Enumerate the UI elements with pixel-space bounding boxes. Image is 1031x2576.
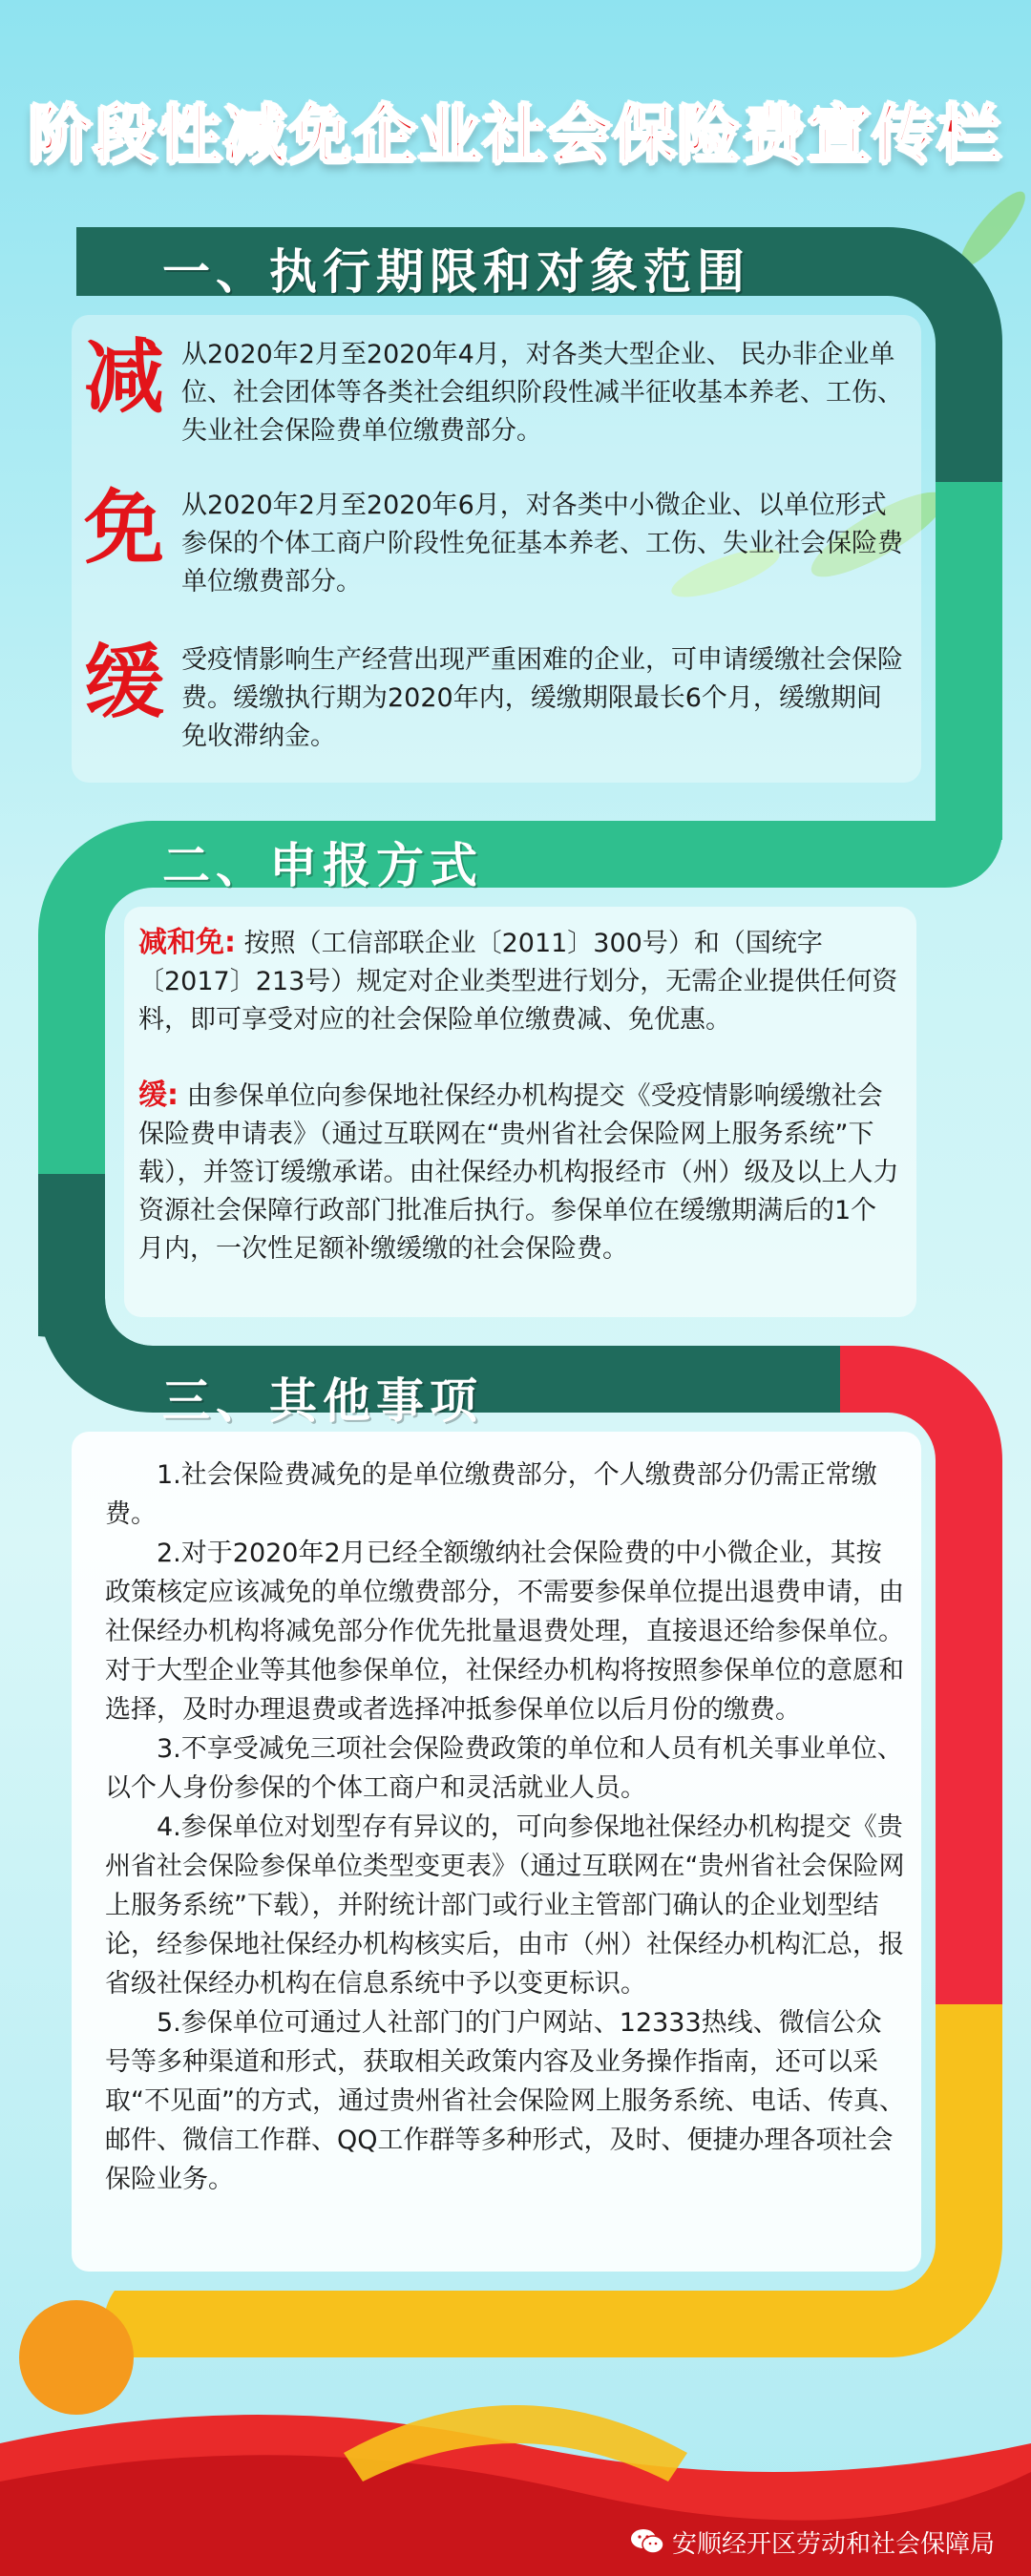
reduce-char: 减 (84, 329, 165, 424)
section2-heading: 二、申报方式 (162, 837, 483, 893)
defer-label: 缓: (138, 1079, 179, 1112)
defer-method (138, 1077, 902, 1268)
section3-heading: 三、其他事项 (162, 1372, 483, 1429)
section1-heading: 一、执行期限和对象范围 (162, 243, 750, 300)
exempt-char: 免 (84, 480, 165, 575)
defer-method-text: 由参保单位向参保地社保经办机构提交《受疫情影响缓缴社会保险费申请表》（通过互联网在“贵州省社会保险网上服务系统”下载），并签订缓缴承诺。由社保经办机构报经市（州）级及以上人力资源社会保障行政部门批准后执行。参保单位在缓缴期满后的1个月内，一次性足额补缴缓缴的社会保险费。 (138, 1081, 899, 1264)
defer-char: 缓 (84, 635, 165, 729)
reduce-exempt-label: 减和免: (138, 926, 236, 959)
footer-text: 安顺经开区劳动和社会保障局 (671, 2530, 995, 2559)
list-item: 3.不享受减免三项社会保险费政策的单位和人员有机关事业单位、以个人身份参保的个体工商户和灵活就业人员。 (105, 1734, 903, 1803)
exempt-text: 从2020年2月至2020年6月，对各类中小微企业、以单位形式参保的个体工商户阶段性免征基本养老、工伤、失业社会保险费单位缴费部分。 (181, 491, 903, 597)
list-item: 5.参保单位可通过人社部门的门户网站、12333热线、微信公众号等多种渠道和形式，获取相关政策内容及业务操作指南，还可以采取“不见面”的方式，通过贵州省社会保险网上服务系统、电话、传真、邮件、微信工作群、QQ工作群等多种形式，及时、便捷办理各项社会保险业务。 (105, 2008, 905, 2194)
list-item: 1.社会保险费减免的是单位缴费部分，个人缴费部分仍需正常缴费。 (105, 1460, 877, 1529)
reduce-exempt-method (138, 924, 902, 1039)
list-item: 4.参保单位对划型存有异议的，可向参保地社保经办机构提交《贵州省社会保险参保单位类型变更表》（通过互联网在“贵州省社会保险网上服务系统”下载），并附统计部门或行业主管部门确认的企业划型结论，经参保地社保经办机构核实后，由市（州）社保经办机构汇总，报省级社保经办机构在信息系统中予以变更标识。 (105, 1812, 905, 1999)
page-title: 阶段性减免企业社会保险费宣传栏 (29, 98, 1002, 172)
other-items-list (105, 1456, 907, 2199)
list-item: 2.对于2020年2月已经全额缴纳社会保险费的中小微企业，其按政策核定应该减免的单位缴费部分，不需要参保单位提出退费申请，由社保经办机构将减免部分作优先批量退费处理，直接退还给参保单位。对于大型企业等其他参保单位，社保经办机构将按照参保单位的意愿和选择，及时办理退费或者选择冲抵参保单位以后月份的缴费。 (105, 1539, 904, 1725)
reduce-exempt-text: 按照（工信部联企业〔2011〕300号）和（国统字〔2017〕213号）规定对企业类型进行划分，无需企业提供任何资料，即可享受对应的社会保险单位缴费减、免优惠。 (138, 929, 898, 1035)
footer-source (630, 2524, 995, 2563)
defer-text: 受疫情影响生产经营出现严重困难的企业，可申请缓缴社会保险费。缓缴执行期为2020年内，缓缴期限最长6个月，缓缴期间免收滞纳金。 (181, 645, 903, 751)
reduce-text: 从2020年2月至2020年4月，对各类大型企业、 民办非企业单位、社会团体等各类社会组织阶段性减半征收基本养老、工伤、失业社会保险费单位缴费部分。 (181, 340, 903, 446)
wechat-icon (630, 2527, 664, 2563)
